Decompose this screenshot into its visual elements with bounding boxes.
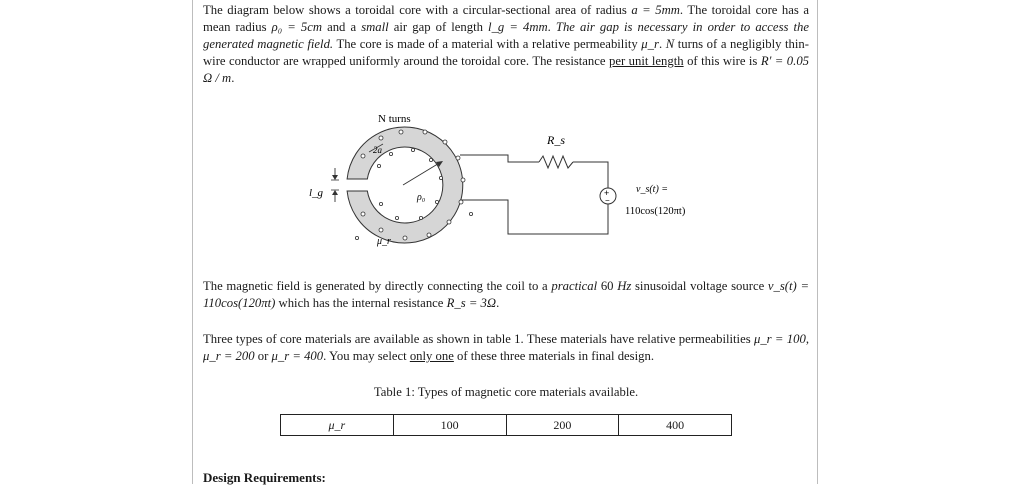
circuit-wire-right (573, 162, 608, 188)
circuit-wire-bottom (460, 200, 608, 234)
text: of these three materials in final design. (453, 349, 654, 363)
text: air gap of length (388, 20, 489, 34)
internal-resistance-equation: R_s = 3Ω (446, 296, 497, 310)
intro-paragraph (203, 2, 809, 87)
source-equation: v_s(t) = 110cos(120πt) (203, 279, 810, 310)
resistor-rs (539, 156, 573, 168)
text: . You may select (323, 349, 410, 363)
toroid-circuit-diagram (303, 110, 723, 265)
text: . The toroidal core has a mean radius (203, 3, 809, 34)
underlined-only-one: only one (409, 349, 454, 363)
text: . (658, 37, 666, 51)
mean-radius-equation: ρ₀ = 5cm (271, 20, 322, 34)
text: 60 (597, 279, 618, 293)
gap-arrow-top-head (332, 175, 338, 180)
source-value: 110cos(120πt) (625, 206, 686, 217)
resistance-equation: R' = 0.05 Ω / m (203, 54, 810, 85)
materials-paragraph (203, 331, 809, 365)
n-turns-label: N turns (378, 113, 411, 125)
mean-radius-arrow (403, 162, 441, 185)
rho-label: ρ₀ (417, 192, 426, 203)
emphasis-practical: practical (551, 279, 598, 293)
unit-hz: Hz (617, 279, 632, 293)
table-header-cell: μ_r (281, 415, 394, 436)
text: turns of a negligibly thin-wire conductor are wrapped uniformly around the toroidal core. The resistance (203, 37, 809, 68)
permeability-option-2: μ_r = 200 (203, 349, 255, 363)
text: of this wire is (683, 54, 761, 68)
emphasis-small: small (361, 20, 389, 34)
permeability-option-3: μ_r = 400 (271, 349, 324, 363)
table-row (281, 415, 732, 436)
lg-label: l_g (309, 187, 324, 199)
text: . (496, 296, 500, 310)
right-page-border (817, 0, 818, 484)
text: The diagram below shows a toroidal core with a circular-sectional area of radius (203, 3, 632, 17)
source-plus-sign: + (604, 188, 610, 198)
table-caption: Table 1: Types of magnetic core materials available. (373, 385, 639, 399)
text: . (547, 20, 556, 34)
left-page-border (192, 0, 193, 484)
toroidal-core (347, 127, 463, 243)
emphasis-air-gap-sentence: The air gap is necessary in order to access the generated magnetic field. (203, 20, 810, 51)
gap-arrow-bottom-head (332, 190, 338, 195)
materials-table (280, 414, 732, 436)
rs-label: R_s (547, 133, 565, 147)
design-requirements-heading: Design Requirements: (203, 470, 326, 485)
table-cell: 100 (393, 415, 506, 436)
radius-equation: a = 5mm (631, 3, 680, 17)
source-minus-sign: − (605, 196, 610, 205)
text: or (254, 349, 272, 363)
text: , (805, 332, 810, 346)
gap-length-equation: l_g = 4mm (488, 20, 548, 34)
permeability-symbol: μ_r (641, 37, 659, 51)
mu-r-label: μ_r (377, 236, 391, 247)
text: The magnetic field is generated by directly connecting the coil to a (203, 279, 552, 293)
source-label: v_s(t) = (636, 184, 669, 195)
source-paragraph (203, 278, 809, 312)
circuit-wire-top (460, 155, 539, 162)
two-a-label: 2a (373, 145, 382, 155)
text: Three types of core materials are available as shown in table 1. These materials have relative permeabilities (203, 332, 754, 346)
text: and a (322, 20, 362, 34)
permeability-option-1: μ_r = 100 (753, 332, 806, 346)
text: sinusoidal voltage source (631, 279, 768, 293)
text: which has the internal resistance (275, 296, 447, 310)
underlined-per-unit-length: per unit length (609, 54, 684, 68)
text: . (231, 71, 235, 85)
turns-symbol: N (665, 37, 675, 51)
table-cell: 400 (619, 415, 732, 436)
text: The core is made of a material with a relative permeability (333, 37, 642, 51)
table-cell: 200 (506, 415, 619, 436)
